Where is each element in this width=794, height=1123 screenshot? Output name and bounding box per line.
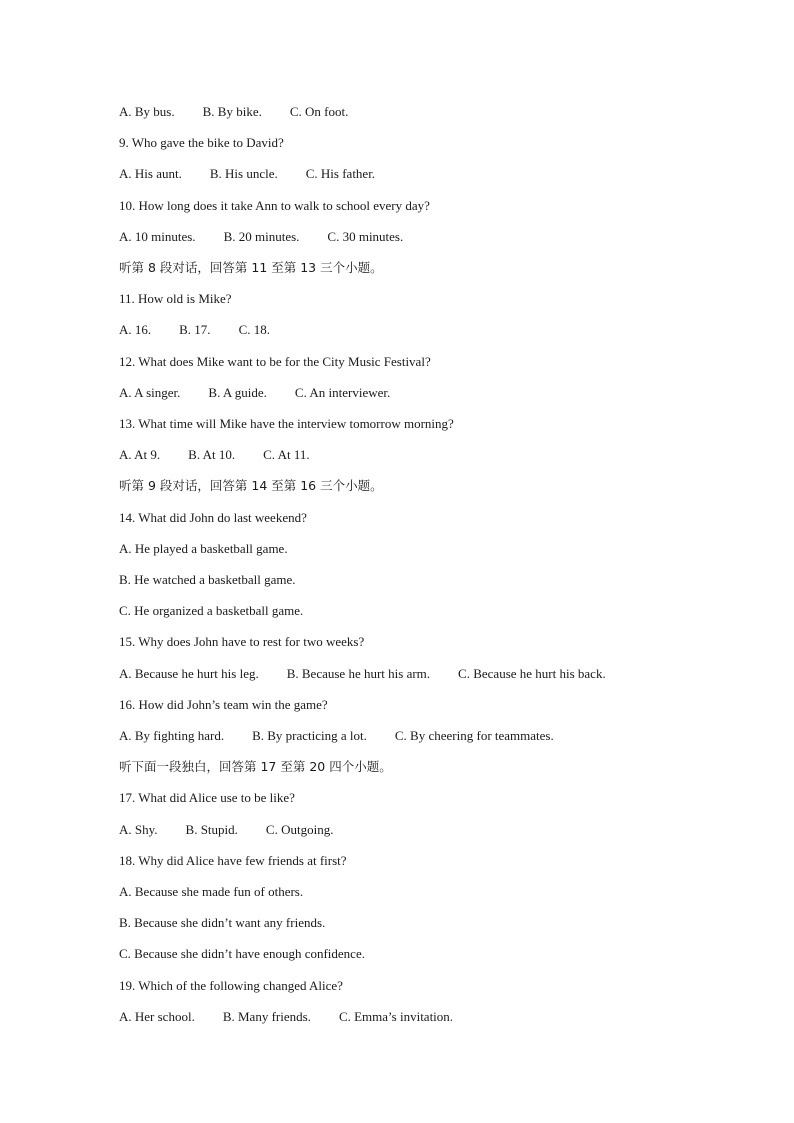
answer-option: B. Because she didn’t want any friends.: [119, 915, 326, 931]
answer-option: C. By cheering for teammates.: [394, 728, 554, 743]
answer-option: A. At 9.: [119, 447, 161, 463]
answer-option: C. Emma’s invitation.: [338, 1008, 454, 1024]
answer-option: C. Because he hurt his back.: [458, 665, 606, 681]
question-text: 10. How long does it take Ann to walk to school every day?: [119, 197, 430, 213]
answer-option: C. Because she didn’t have enough confidence.: [119, 946, 365, 962]
answer-option: B. His uncle.: [209, 166, 278, 182]
section-instruction: 听第 9 段对话，回答第 14 至第 16 三个小题。: [119, 478, 383, 494]
answer-option: A. 16.: [119, 322, 152, 338]
answer-option: C. 18.: [238, 322, 270, 338]
question-text: 16. How did John’s team win the game?: [119, 696, 328, 712]
question-text: 18. Why did Alice have few friends at first?: [119, 852, 347, 868]
answer-option: B. At 10.: [188, 447, 236, 463]
answer-option: A. Because she made fun of others.: [119, 884, 304, 899]
answer-option: A. He played a basketball game.: [119, 540, 288, 556]
answer-option: B. Because he hurt his arm.: [286, 665, 431, 681]
answer-option: A. Her school.: [119, 1008, 195, 1024]
answer-option: B. By bike.: [202, 104, 262, 119]
section-instruction: 听第 8 段对话，回答第 11 至第 13 三个小题。: [119, 260, 383, 275]
answer-option: C. 30 minutes.: [327, 228, 404, 244]
question-text: 9. Who gave the bike to David?: [119, 135, 284, 151]
answer-option: C. He organized a basketball game.: [119, 603, 304, 619]
answer-options-row: [119, 666, 606, 682]
answer-options-row: [119, 385, 390, 401]
answer-options-row: [119, 447, 310, 463]
answer-option: C. At 11.: [263, 447, 310, 463]
question-text: 15. Why does John have to rest for two weeks?: [119, 634, 365, 650]
answer-option: C. On foot.: [289, 104, 349, 119]
answer-option: C. An interviewer.: [294, 384, 391, 400]
answer-options-row: [119, 104, 348, 120]
answer-option: B. He watched a basketball game.: [119, 572, 296, 587]
answer-option: A. 10 minutes.: [119, 228, 196, 244]
answer-option: C. His father.: [305, 166, 376, 182]
answer-options-row: [119, 229, 403, 245]
question-text: 14. What did John do last weekend?: [119, 509, 307, 525]
answer-option: B. 20 minutes.: [223, 228, 300, 244]
answer-option: A. By bus.: [119, 104, 175, 119]
question-text: 19. Which of the following changed Alice?: [119, 977, 343, 993]
question-text: 12. What does Mike want to be for the City Music Festival?: [119, 353, 431, 369]
question-text: 13. What time will Mike have the interview tomorrow morning?: [119, 416, 454, 431]
question-text: 17. What did Alice use to be like?: [119, 790, 295, 806]
answer-option: C. Outgoing.: [265, 821, 334, 837]
answer-option: B. A guide.: [208, 384, 267, 400]
answer-option: B. Many friends.: [222, 1008, 311, 1024]
section-instruction: 听下面一段独白，回答第 17 至第 20 四个小题。: [119, 759, 392, 775]
answer-option: A. Because he hurt his leg.: [119, 665, 259, 681]
answer-option: A. By fighting hard.: [119, 728, 225, 743]
answer-options-row: [119, 322, 270, 338]
answer-options-row: [119, 166, 375, 182]
answer-options-row: [119, 1009, 453, 1025]
answer-option: B. Stupid.: [185, 821, 238, 837]
question-text: 11. How old is Mike?: [119, 291, 232, 307]
answer-options-row: [119, 822, 333, 838]
answer-option: B. By practicing a lot.: [252, 728, 367, 743]
answer-option: A. A singer.: [119, 384, 181, 400]
answer-option: B. 17.: [179, 322, 211, 338]
answer-option: A. Shy.: [119, 821, 158, 837]
answer-options-row: [119, 728, 554, 744]
answer-option: A. His aunt.: [119, 166, 182, 182]
